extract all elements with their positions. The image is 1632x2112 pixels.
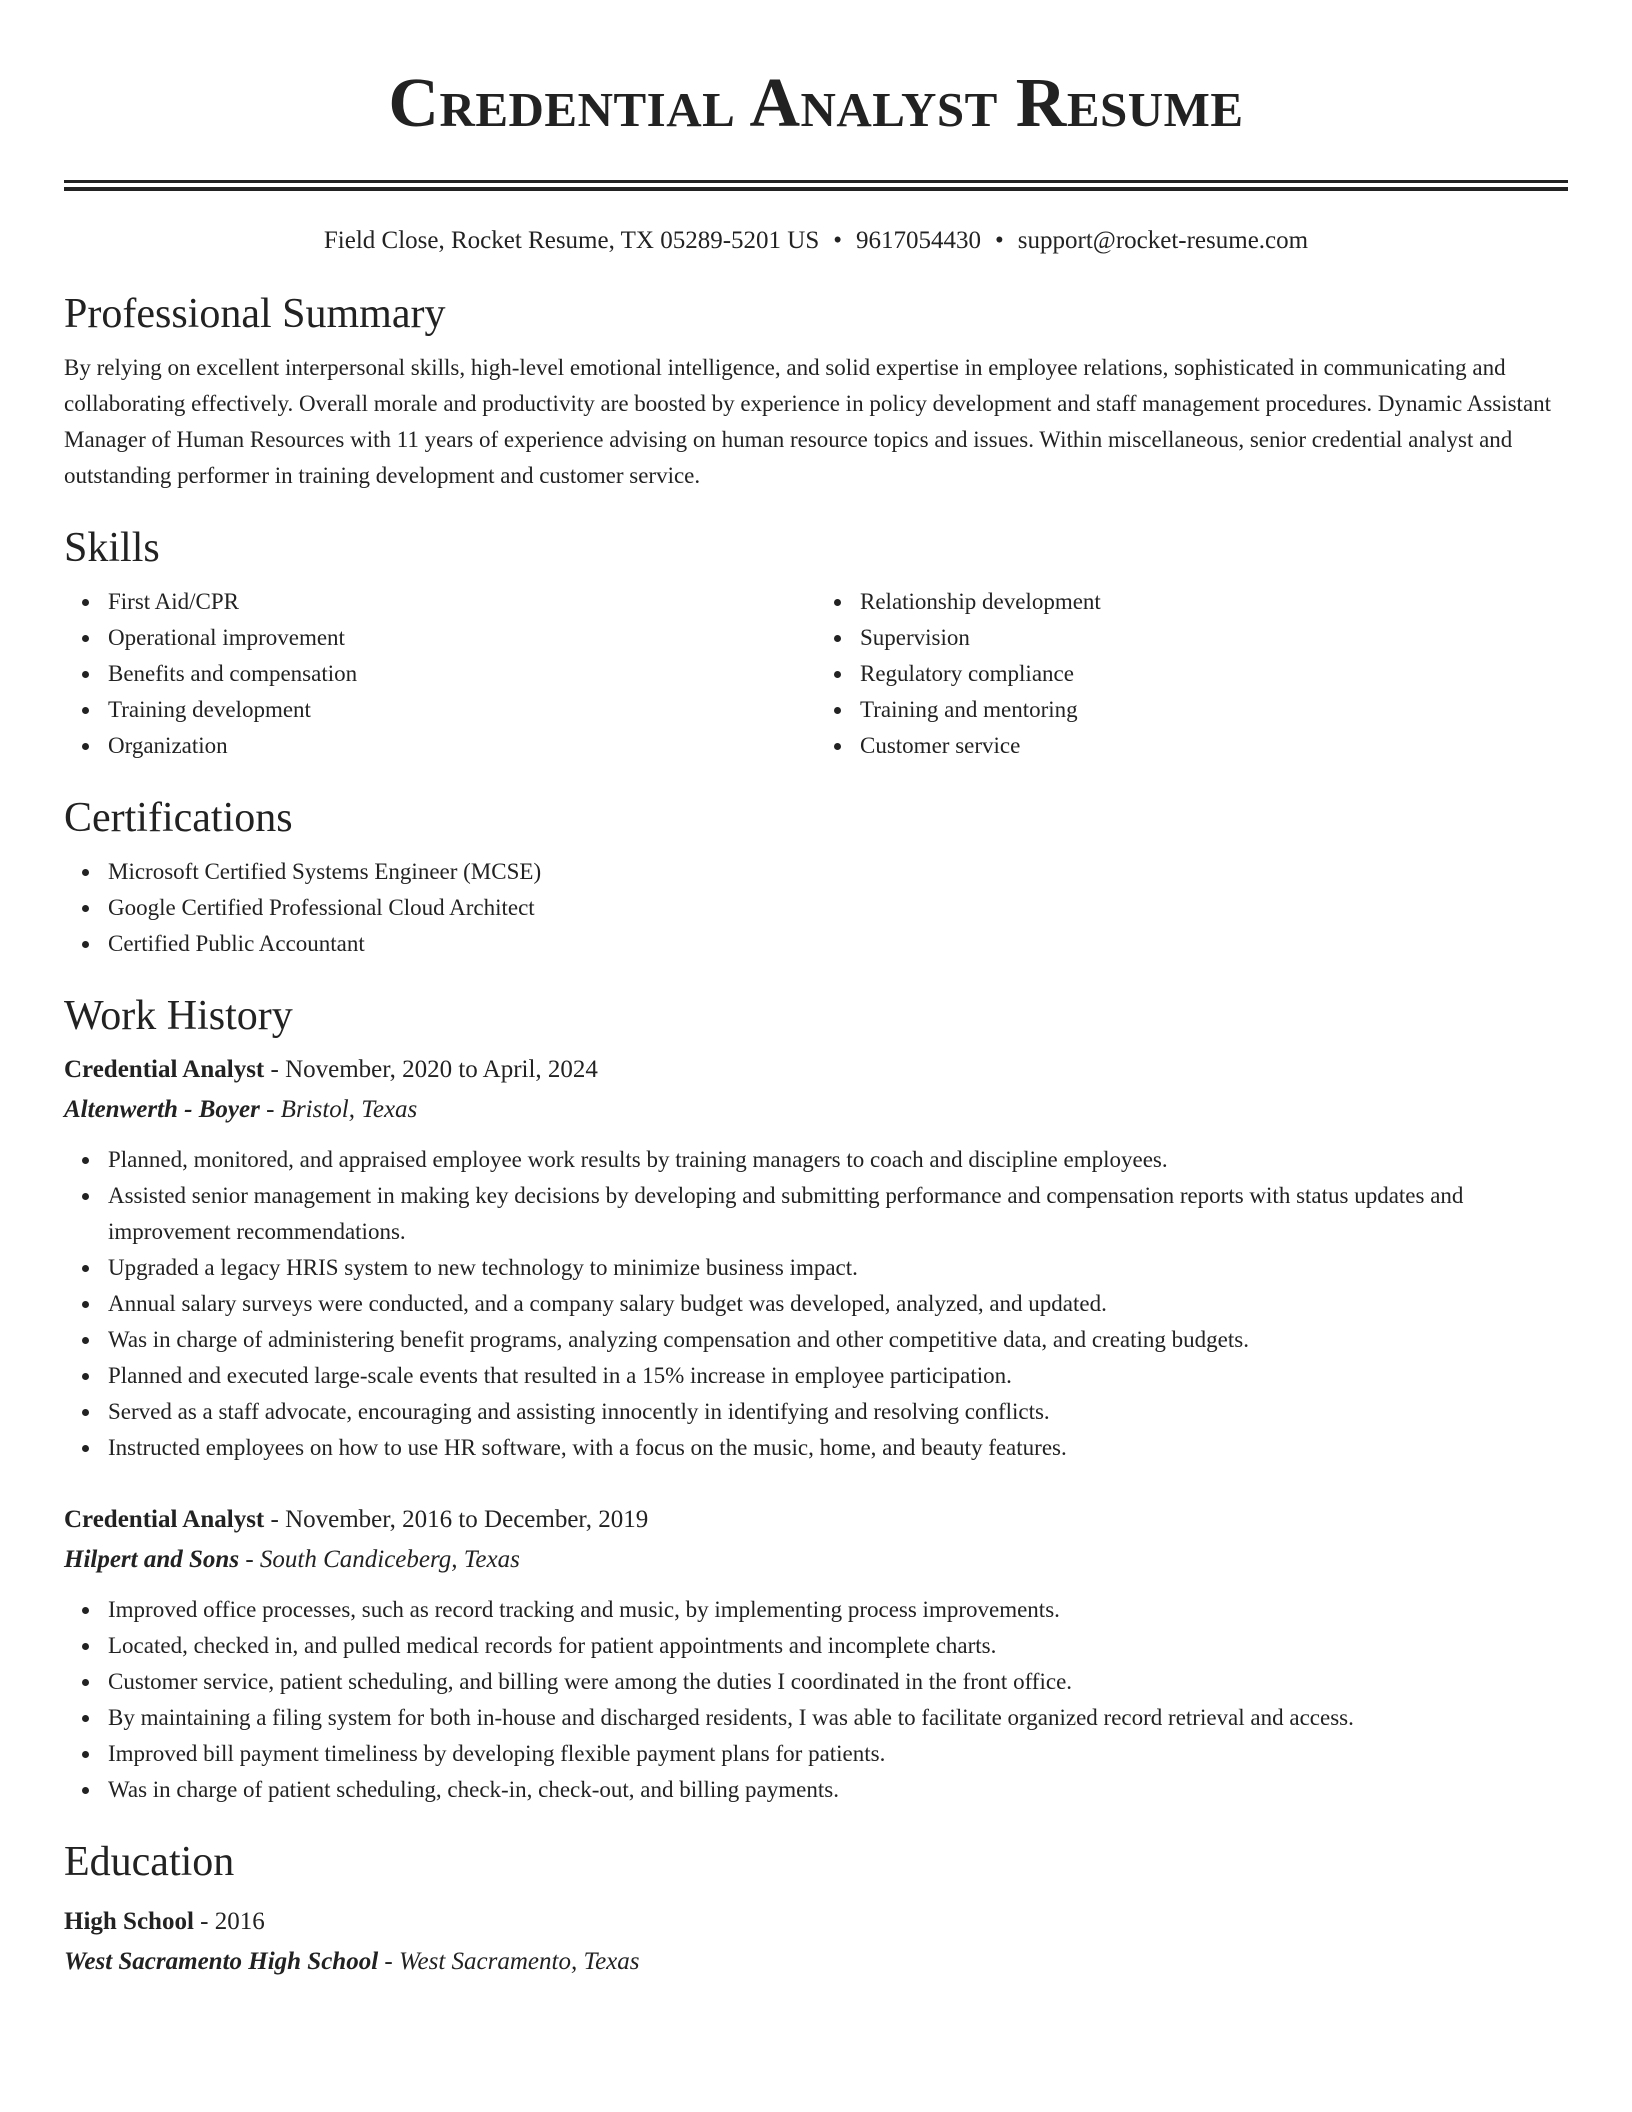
job-location: Bristol, Texas	[280, 1096, 418, 1123]
job-bullet: Customer service, patient scheduling, and billing were among the duties I coordinated in the front office.	[108, 1664, 1568, 1700]
job-bullet: Planned, monitored, and appraised employee work results by training managers to coach and discipline employees.	[108, 1142, 1568, 1178]
certification-item: Microsoft Certified Systems Engineer (MCSE)	[108, 854, 1568, 890]
skill-item: First Aid/CPR	[108, 584, 816, 620]
summary-text: By relying on excellent interpersonal skills, high-level emotional intelligence, and solid expertise in employee relations, sophisticated in communicating and collaborating effectively. Overall morale and productivity are boosted by experience in policy development and staff management procedures. Dynamic Assistant Manager of Human Resources with 11 years of experience advising on human resource topics and issues. Within miscellaneous, senior credential analyst and outstanding performer in training development and customer service.	[64, 355, 1552, 488]
job-bullet: Annual salary surveys were conducted, and a company salary budget was developed, analyzed, and updated.	[108, 1286, 1568, 1322]
job-bullet: Improved office processes, such as record tracking and music, by implementing process improvements.	[108, 1592, 1568, 1628]
job-bullet: Was in charge of patient scheduling, check-in, check-out, and billing payments.	[108, 1772, 1568, 1808]
job-company-line: Hilpert and Sons - South Candiceberg, Texas	[64, 1546, 520, 1573]
contact-phone: 9617054430	[856, 227, 982, 254]
skills-list-right	[816, 584, 1568, 764]
certifications-list	[64, 854, 1568, 962]
job-company: Altenwerth - Boyer	[64, 1096, 260, 1123]
certification-item: Certified Public Accountant	[108, 926, 1568, 962]
certifications-section	[64, 792, 1568, 962]
skill-item: Regulatory compliance	[860, 656, 1568, 692]
job-bullet: Served as a staff advocate, encouraging and assisting innocently in identifying and resolving conflicts.	[108, 1394, 1568, 1430]
skills-list-left	[64, 584, 816, 764]
job-bullet: Improved bill payment timeliness by developing flexible payment plans for patients.	[108, 1736, 1568, 1772]
job-bullet: Upgraded a legacy HRIS system to new technology to minimize business impact.	[108, 1250, 1568, 1286]
contact-separator: •	[833, 227, 843, 254]
skill-item: Organization	[108, 728, 816, 764]
job-bullet: By maintaining a filing system for both in-house and discharged residents, I was able to facilitate organized record retrieval and access.	[108, 1700, 1568, 1736]
job-title-line: Credential Analyst - November, 2020 to April, 2024	[64, 1056, 598, 1083]
skill-item: Customer service	[860, 728, 1568, 764]
job-bullet: Located, checked in, and pulled medical records for patient appointments and incomplete charts.	[108, 1628, 1568, 1664]
job-entry	[64, 1050, 1568, 1466]
skill-item: Relationship development	[860, 584, 1568, 620]
work-history-heading: Work History	[64, 993, 293, 1039]
contact-separator: •	[995, 227, 1004, 254]
summary-heading: Professional Summary	[64, 291, 446, 337]
job-bullets	[64, 1592, 1568, 1808]
job-bullets	[64, 1142, 1568, 1466]
education-entry	[64, 1902, 1568, 1982]
skills-section	[64, 522, 1568, 764]
education-location: West Sacramento, Texas	[399, 1948, 640, 1975]
job-bullet: Assisted senior management in making key decisions by developing and submitting performance and compensation reports with status updates and improvement recommendations.	[108, 1178, 1568, 1250]
skill-item: Training development	[108, 692, 816, 728]
job-location: South Candiceberg, Texas	[259, 1546, 520, 1573]
job-dates: November, 2016 to December, 2019	[285, 1506, 649, 1533]
job-company: Hilpert and Sons	[64, 1546, 240, 1573]
education-school-line: West Sacramento High School - West Sacramento, Texas	[64, 1948, 640, 1975]
education-school: West Sacramento High School	[64, 1948, 379, 1975]
job-title-line: Credential Analyst - November, 2016 to December, 2019	[64, 1506, 649, 1533]
education-degree-line: High School - 2016	[64, 1908, 265, 1935]
job-dates: November, 2020 to April, 2024	[285, 1056, 598, 1083]
job-entry	[64, 1500, 1568, 1808]
contact-line	[64, 224, 1568, 258]
education-degree: High School	[64, 1908, 194, 1935]
contact-email[interactable]: support@rocket-resume.com	[1017, 227, 1309, 254]
job-company-line: Altenwerth - Boyer - Bristol, Texas	[64, 1096, 418, 1123]
certifications-heading: Certifications	[64, 795, 293, 841]
summary-section	[64, 288, 1568, 494]
skills-heading: Skills	[64, 525, 160, 571]
job-title: Credential Analyst	[64, 1056, 265, 1083]
contact-address: Field Close, Rocket Resume, TX 05289-5201 US	[323, 227, 820, 254]
education-year: 2016	[214, 1908, 265, 1935]
job-bullet: Instructed employees on how to use HR software, with a focus on the music, home, and beauty features.	[108, 1430, 1568, 1466]
work-history-section	[64, 990, 1568, 1808]
skill-item: Benefits and compensation	[108, 656, 816, 692]
education-section	[64, 1836, 1568, 1982]
job-bullet: Planned and executed large-scale events that resulted in a 15% increase in employee participation.	[108, 1358, 1568, 1394]
education-heading: Education	[64, 1839, 235, 1885]
skill-item: Operational improvement	[108, 620, 816, 656]
certification-item: Google Certified Professional Cloud Architect	[108, 890, 1568, 926]
job-bullet: Was in charge of administering benefit programs, analyzing compensation and other competitive data, and creating budgets.	[108, 1322, 1568, 1358]
title-double-rule	[64, 180, 1568, 191]
skill-item: Training and mentoring	[860, 692, 1568, 728]
job-title: Credential Analyst	[64, 1506, 265, 1533]
page-title: Credential Analyst Resume	[388, 65, 1244, 142]
skill-item: Supervision	[860, 620, 1568, 656]
skills-columns	[64, 584, 1568, 764]
